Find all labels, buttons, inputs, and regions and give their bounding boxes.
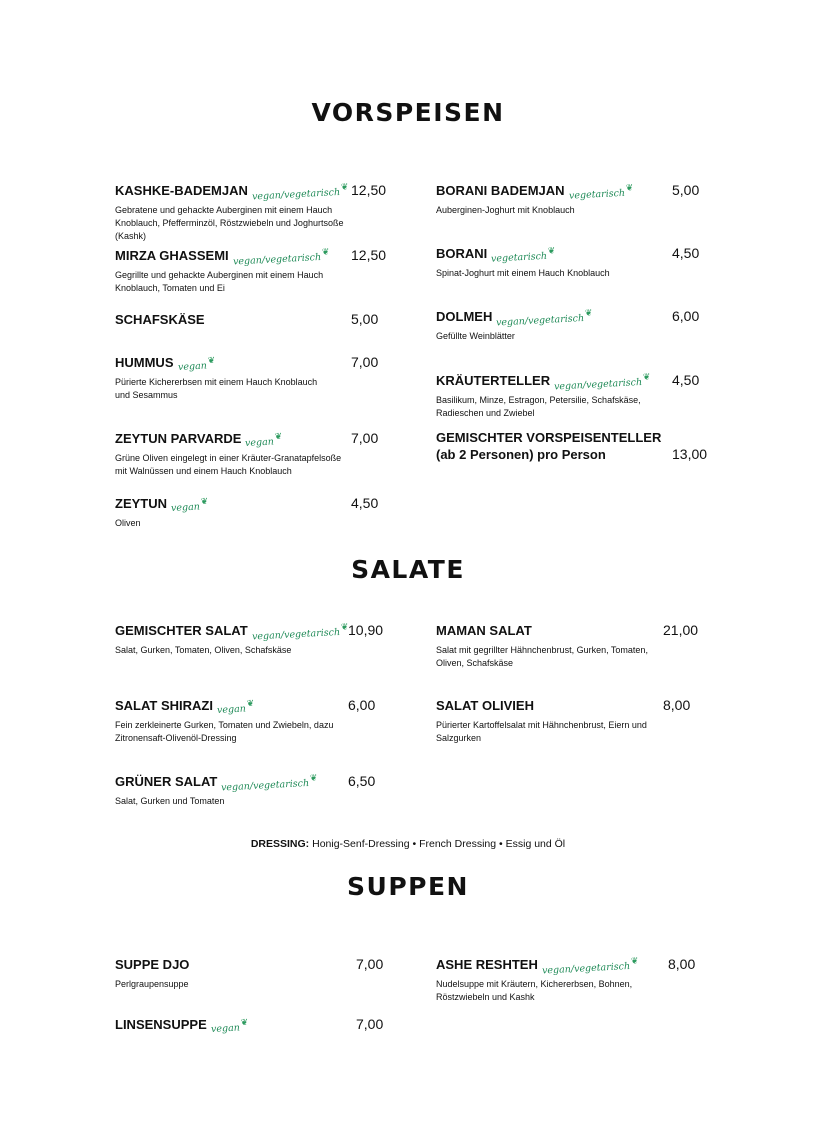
diet-tag xyxy=(177,356,215,373)
diet-tag-label: vegan/vegetarisch xyxy=(232,251,321,268)
item-description xyxy=(115,204,343,243)
item-price: 6,50 xyxy=(348,773,376,789)
description-line: Oliven, Schafskäse xyxy=(436,658,514,668)
item-description xyxy=(115,269,323,295)
diet-tag-label: vegan xyxy=(210,1022,240,1035)
description-line: Salzgurken xyxy=(436,733,482,743)
leaf-icon: ❦ xyxy=(630,956,639,967)
item-price: 4,50 xyxy=(672,372,700,388)
diet-tag xyxy=(541,956,639,977)
item-description xyxy=(115,517,141,530)
leaf-icon: ❦ xyxy=(206,356,215,367)
diet-tag xyxy=(216,699,255,716)
item-description xyxy=(115,376,317,402)
description-line: Zitronensaft-Olivenöl-Dressing xyxy=(115,733,237,743)
item-name: GEMISCHTER VORSPEISENTELLER xyxy=(436,430,662,445)
diet-tag-label: vegan/vegetarisch xyxy=(553,376,643,393)
description-line: Gefüllte Weinblätter xyxy=(436,331,515,341)
item-description xyxy=(436,330,515,343)
item-price: 7,00 xyxy=(356,956,384,972)
leaf-icon: ❦ xyxy=(309,773,318,784)
diet-tag xyxy=(251,182,349,203)
description-line: Fein zerkleinerte Gurken, Tomaten und Zwiebeln, dazu xyxy=(115,720,334,730)
item-name: ASHE RESHTEH vegan/vegetarisch❦ xyxy=(436,956,639,977)
item-name: GEMISCHTER SALAT vegan/vegetarisch❦ xyxy=(115,622,349,643)
item-price: 8,00 xyxy=(663,697,691,713)
item-description xyxy=(115,644,291,657)
item-price: 6,00 xyxy=(672,308,700,324)
item-name: ZEYTUN vegan❦ xyxy=(115,496,209,514)
item-description xyxy=(436,978,632,1004)
item-name: GRÜNER SALAT vegan/vegetarisch❦ xyxy=(115,773,318,794)
diet-tag-label: vegan/vegetarisch xyxy=(496,312,585,329)
item-description xyxy=(115,452,341,478)
description-line: Radieschen und Zwiebel xyxy=(436,408,535,418)
leaf-icon: ❦ xyxy=(642,372,651,383)
description-line: Spinat-Joghurt mit einem Hauch Knoblauch xyxy=(436,268,610,278)
section-title-salate: SALATE xyxy=(351,555,465,584)
item-name: KRÄUTERTELLER vegan/vegetarisch❦ xyxy=(436,372,651,393)
section-title-suppen: SUPPEN xyxy=(347,872,469,901)
leaf-icon: ❦ xyxy=(240,1018,249,1029)
diet-tag-label: vegan/vegetarisch xyxy=(221,777,310,794)
description-line: (Kashk) xyxy=(115,231,147,241)
diet-tag xyxy=(251,622,349,643)
item-name-line2: (ab 2 Personen) pro Person xyxy=(436,447,606,462)
item-price: 12,50 xyxy=(351,247,387,263)
item-name: SALAT OLIVIEH xyxy=(436,698,534,713)
leaf-icon: ❦ xyxy=(321,247,330,258)
leaf-icon: ❦ xyxy=(274,432,283,443)
diet-tag xyxy=(553,372,651,393)
dressing-text: Honig-Senf-Dressing • French Dressing • Essig und Öl xyxy=(309,838,566,850)
diet-tag xyxy=(210,1018,249,1035)
item-description xyxy=(115,978,189,991)
item-price: 7,00 xyxy=(351,354,379,370)
item-description xyxy=(115,795,224,808)
dressing-label: DRESSING: xyxy=(250,838,310,850)
item-description xyxy=(436,644,648,670)
item-description xyxy=(436,267,610,280)
diet-tag-label: vegan/vegetarisch xyxy=(251,626,341,643)
item-price: 8,00 xyxy=(668,956,696,972)
diet-tag-label: vegan/vegetarisch xyxy=(251,186,341,203)
diet-tag-label: vegan xyxy=(245,436,275,449)
description-line: Salat, Gurken, Tomaten, Oliven, Schafskäse xyxy=(115,645,292,655)
item-description xyxy=(436,204,575,217)
description-line: und Sesammus xyxy=(115,390,178,400)
description-line: Pürierte Kichererbsen mit einem Hauch Knoblauch xyxy=(115,377,318,387)
diet-tag-label: vegetarisch xyxy=(568,187,625,202)
section-title-vorspeisen: VORSPEISEN xyxy=(311,98,505,127)
item-name: ZEYTUN PARVARDE vegan❦ xyxy=(115,431,283,449)
description-line: Knoblauch, Pfefferminzöl, Röstzwiebeln und Joghurtsoße xyxy=(115,218,344,228)
description-line: Knoblauch, Tomaten und Ei xyxy=(115,283,225,293)
description-line: Gegrillte und gehackte Auberginen mit einem Hauch xyxy=(115,270,324,280)
leaf-icon: ❦ xyxy=(625,183,634,194)
item-name: MAMAN SALAT xyxy=(436,623,532,638)
item-name: MIRZA GHASSEMI vegan/vegetarisch❦ xyxy=(115,247,330,268)
item-name: HUMMUS vegan❦ xyxy=(115,355,215,373)
item-name: BORANI vegetarisch❦ xyxy=(436,246,556,265)
item-price: 5,00 xyxy=(351,311,379,327)
item-price: 13,00 xyxy=(672,446,708,462)
description-line: Perlgraupensuppe xyxy=(115,979,189,989)
item-price: 6,00 xyxy=(348,697,376,713)
item-price: 10,90 xyxy=(348,622,384,638)
item-name: KASHKE-BADEMJAN vegan/vegetarisch❦ xyxy=(115,182,349,203)
description-line: Röstzwiebeln und Kashk xyxy=(436,992,535,1002)
item-name: LINSENSUPPE vegan❦ xyxy=(115,1017,249,1035)
leaf-icon: ❦ xyxy=(200,497,209,508)
description-line: mit Walnüssen und einem Hauch Knoblauch xyxy=(115,466,292,476)
diet-tag-label: vegan xyxy=(170,501,201,514)
item-price: 12,50 xyxy=(351,182,387,198)
description-line: Grüne Oliven eingelegt in einer Kräuter-Granatapfelsoße xyxy=(115,453,342,463)
description-line: Pürierter Kartoffelsalat mit Hähnchenbrust, Eiern und xyxy=(436,720,647,730)
description-line: Salat, Gurken und Tomaten xyxy=(115,796,225,806)
leaf-icon: ❦ xyxy=(547,246,556,257)
diet-tag-label: vegan xyxy=(177,360,207,373)
dressing-note xyxy=(0,838,816,850)
diet-tag xyxy=(221,773,318,794)
diet-tag xyxy=(568,183,634,202)
item-name: BORANI BADEMJAN vegetarisch❦ xyxy=(436,183,634,202)
diet-tag xyxy=(232,247,330,268)
item-description xyxy=(115,719,333,745)
description-line: Nudelsuppe mit Kräutern, Kichererbsen, Bohnen, xyxy=(436,979,633,989)
description-line: Basilikum, Minze, Estragon, Petersilie, Schafskäse, xyxy=(436,395,641,405)
item-name: DOLMEH vegan/vegetarisch❦ xyxy=(436,308,593,329)
item-name: SCHAFSKÄSE xyxy=(115,312,205,327)
item-price: 21,00 xyxy=(663,622,699,638)
description-line: Gebratene und gehackte Auberginen mit einem Hauch xyxy=(115,205,333,215)
leaf-icon: ❦ xyxy=(246,699,255,710)
item-description xyxy=(436,719,647,745)
item-price: 7,00 xyxy=(356,1016,384,1032)
diet-tag-label: vegetarisch xyxy=(491,250,548,265)
description-line: Salat mit gegrillter Hähnchenbrust, Gurken, Tomaten, xyxy=(436,645,648,655)
diet-tag xyxy=(170,497,209,514)
diet-tag-label: vegan/vegetarisch xyxy=(541,960,631,977)
item-name: SALAT SHIRAZI vegan❦ xyxy=(115,698,255,716)
leaf-icon: ❦ xyxy=(584,308,593,319)
diet-tag-label: vegan xyxy=(216,703,247,716)
item-name: SUPPE DJO xyxy=(115,957,190,972)
leaf-icon: ❦ xyxy=(340,622,349,633)
item-price: 5,00 xyxy=(672,182,700,198)
description-line: Oliven xyxy=(115,518,141,528)
description-line: Auberginen-Joghurt mit Knoblauch xyxy=(436,205,575,215)
item-price: 4,50 xyxy=(672,245,700,261)
item-description xyxy=(436,394,641,420)
leaf-icon: ❦ xyxy=(340,182,349,193)
diet-tag xyxy=(245,432,283,449)
item-price: 4,50 xyxy=(351,495,379,511)
item-price: 7,00 xyxy=(351,430,379,446)
